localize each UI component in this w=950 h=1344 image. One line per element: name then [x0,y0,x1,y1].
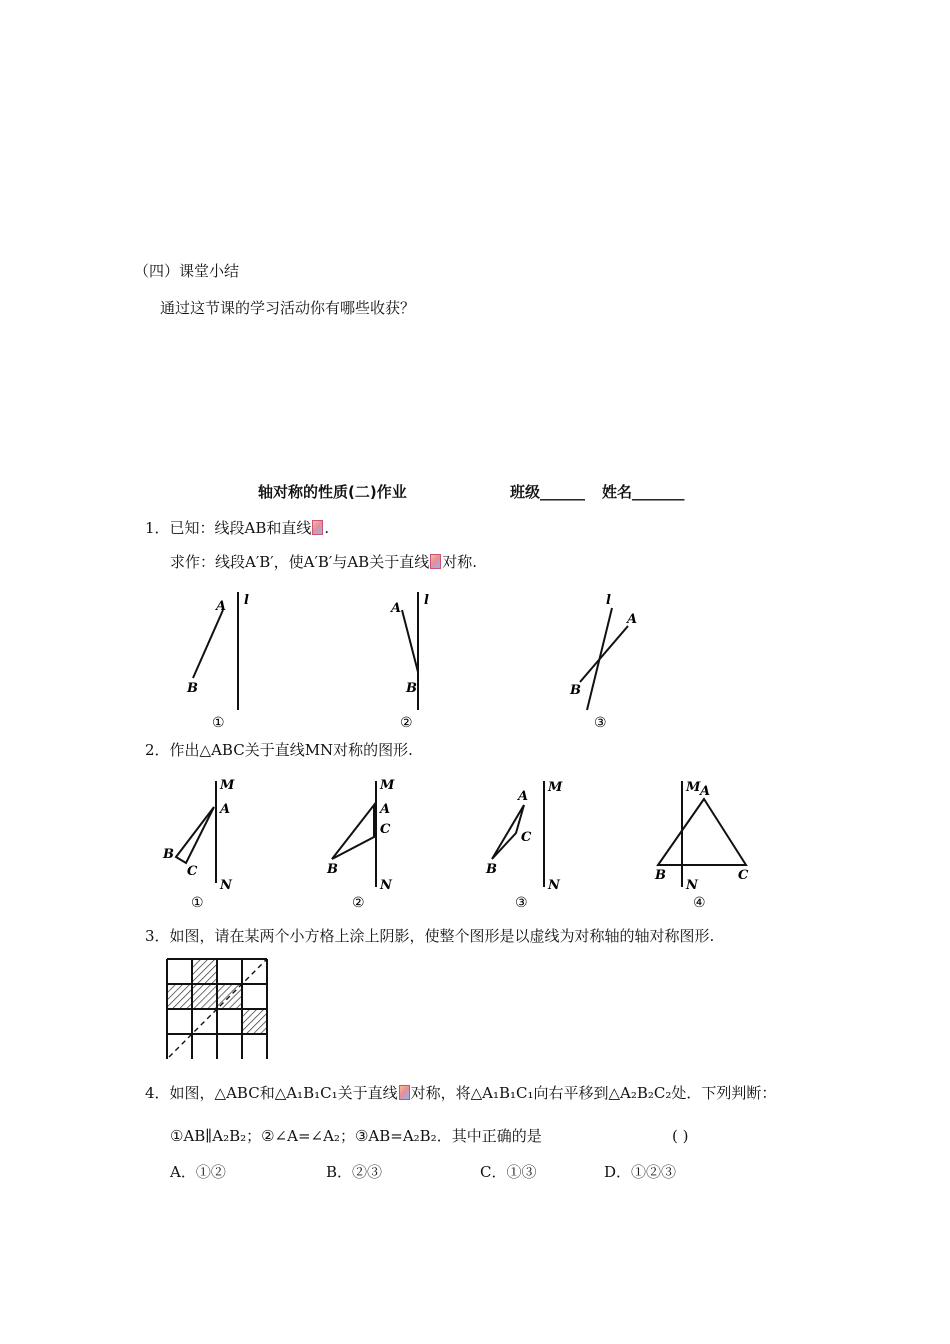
q2-fig1-label-c: C [187,864,198,879]
line-l-icon [430,554,441,569]
q2-fig4-label-b: B [655,868,666,883]
q2-fig3-label-c: C [521,830,532,845]
q1-fig3-label-a: A [627,612,638,627]
q1-fig1-label-b: B [187,681,198,696]
q2-text: 2．作出△ABC关于直线MN对称的图形. [145,741,413,759]
q1-fig2-label-a: A [391,601,402,616]
q2-caption-3: ③ [515,895,528,911]
homework-title: 轴对称的性质(二)作业 [258,483,407,501]
q1-caption-3: ③ [594,715,607,731]
q1-caption-2: ② [400,715,413,731]
q2-fig2-label-b: B [327,862,338,877]
q4-line2: ①AB∥A₂B₂；②∠A=∠A₂；③AB=A₂B₂．其中正确的是 [170,1127,542,1145]
name-field[interactable]: 姓名_______ [602,483,685,501]
q1-line2-text: 求作：线段A′B′，使A′B′与AB关于直线 [170,553,430,571]
q1-fig2-label-b: B [406,681,417,696]
q2-caption-4: ④ [693,895,706,911]
q1-fig3-label-l: l [606,593,611,608]
q2-fig4-label-m: M [686,780,701,795]
q2-figure-2 [332,781,376,887]
q2-fig1-label-n: N [220,878,232,893]
q2-fig2-label-a: A [380,802,391,817]
class-field[interactable]: 班级______ [510,483,586,501]
q3-grid-figure [162,955,282,1065]
q1-line1-end: . [324,519,330,537]
line-l-icon [399,1085,410,1100]
q1-line1 [145,518,329,538]
option-b[interactable]: B．②③ [326,1163,383,1181]
summary-heading: （四）课堂小结 [134,262,240,280]
q2-fig1-label-b: B [163,847,174,862]
q2-fig2-label-n: N [380,878,392,893]
q2-caption-2: ② [352,895,365,911]
q2-fig1-label-m: M [220,778,235,793]
q2-fig3-label-n: N [548,878,560,893]
q1-figures [0,588,950,738]
q1-caption-1: ① [212,715,225,731]
q1-fig2-label-l: l [424,593,429,608]
q3-text: 3．如图，请在某两个小方格上涂上阴影，使整个图形是以虚线为对称轴的轴对称图形. [145,927,715,945]
q1-line2-end: 对称. [442,553,477,571]
q2-figures [0,775,950,915]
q4-line1 [145,1083,776,1103]
q1-fig1-label-l: l [244,593,249,608]
q2-fig4-label-a: A [700,784,711,799]
q2-fig2-label-m: M [380,778,395,793]
q1-fig1-label-a: A [216,599,227,614]
q2-fig3-label-b: B [486,862,497,877]
q2-fig4-label-n: N [686,878,698,893]
line-l-icon [312,520,323,535]
option-c[interactable]: C．①③ [480,1163,537,1181]
q1-line2 [170,552,477,572]
q4-line1-text: 4．如图，△ABC和△A₁B₁C₁关于直线 [145,1084,398,1102]
q4-answer-paren[interactable]: ( ) [672,1127,689,1145]
q1-figure-3 [580,608,628,710]
option-a[interactable]: A．①② [170,1163,226,1181]
q2-fig3-label-m: M [548,780,563,795]
q2-fig2-label-c: C [380,822,391,837]
q2-fig4-label-c: C [738,868,749,883]
q1-line1-text: 1．已知：线段AB和直线 [145,519,312,537]
q4-line1-end: 对称，将△A₁B₁C₁向右平移到△A₂B₂C₂处．下列判断： [410,1084,777,1102]
q2-fig1-label-a: A [220,802,231,817]
q2-fig3-label-a: A [518,789,529,804]
option-d[interactable]: D．①②③ [604,1163,677,1181]
q2-caption-1: ① [191,895,204,911]
summary-question: 通过这节课的学习活动你有哪些收获？ [160,299,416,317]
q1-fig3-label-b: B [570,683,581,698]
